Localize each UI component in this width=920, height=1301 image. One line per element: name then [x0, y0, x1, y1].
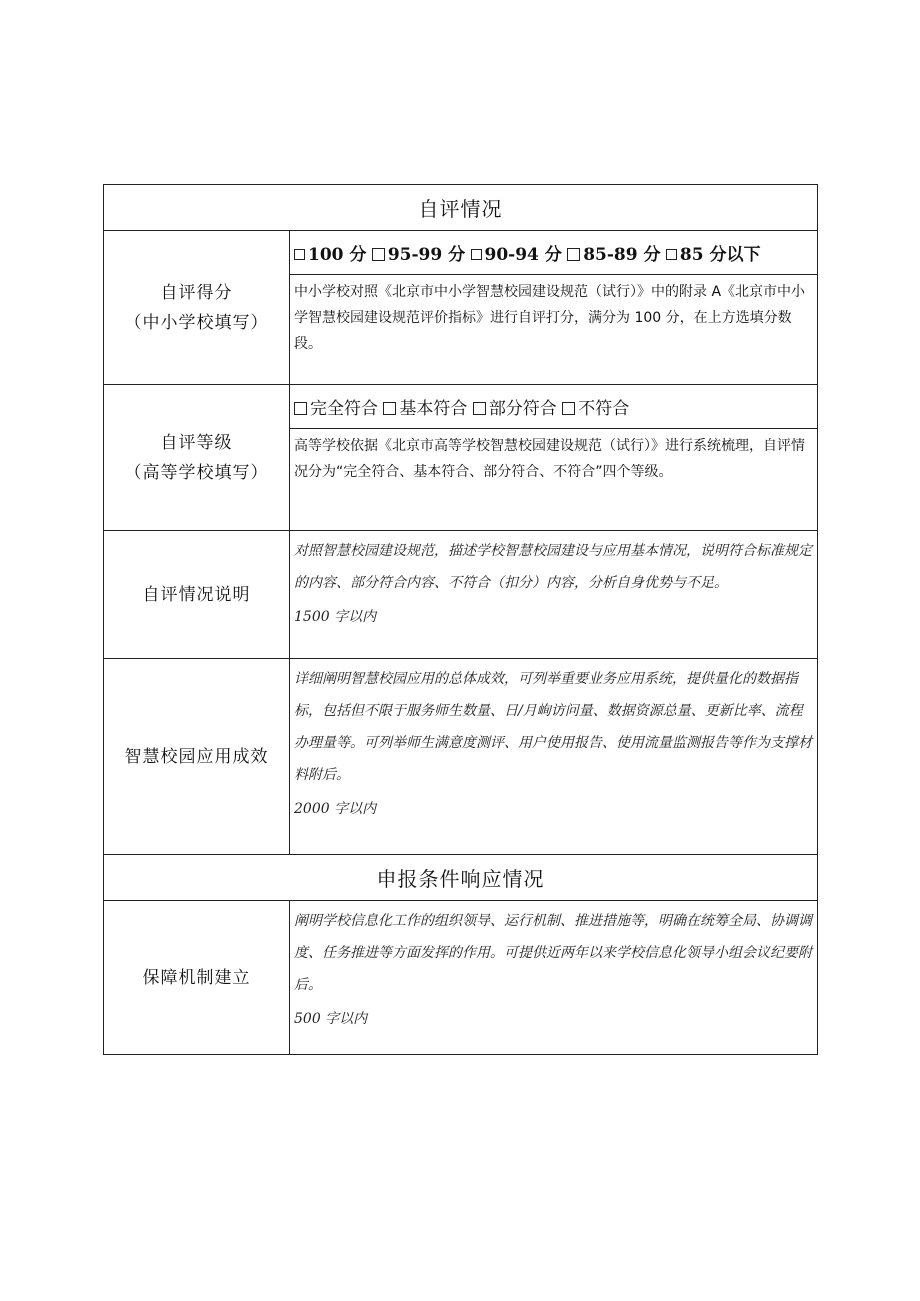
mechanism-guide: 阐明学校信息化工作的组织领导、运行机制、推进措施等，明确在统筹全局、协调调度、任务推进等方面发挥的作用。可提供近两年以来学校信息化领导小组会议纪要附后。 [294, 913, 812, 993]
score-label-note: （中小学校填写） [124, 312, 269, 333]
score-option-90-94[interactable]: 90-94 分 [471, 245, 562, 265]
checkbox-icon[interactable] [294, 249, 305, 260]
checkbox-icon[interactable] [471, 249, 482, 260]
score-option-85-89[interactable]: 85-89 分 [567, 245, 660, 265]
section-header-self-evaluation [104, 185, 818, 231]
mechanism-label: 保障机制建立 [104, 901, 290, 1055]
score-label-cell [104, 231, 290, 385]
explain-input-area[interactable] [290, 531, 818, 659]
checkbox-icon[interactable] [567, 248, 580, 261]
grade-option-none[interactable]: 不符合 [562, 399, 629, 419]
score-option-below-85[interactable]: 85 分以下 [666, 245, 761, 265]
grade-option-basic[interactable]: 基本符合 [383, 399, 467, 419]
score-option-100[interactable]: 100 分 [294, 245, 366, 265]
grade-options [290, 385, 818, 429]
checkbox-icon[interactable] [666, 249, 677, 260]
explain-guide: 对照智慧校园建设规范，描述学校智慧校园建设与应用基本情况，说明符合标准规定的内容、部分符合内容、不符合（扣分）内容，分析自身优势与不足。 [294, 543, 812, 591]
score-option-95-99[interactable]: 95-99 分 [372, 245, 465, 265]
score-label: 自评得分 [160, 282, 233, 303]
section-title: 申报条件响应情况 [376, 867, 545, 891]
section-header-conditions [104, 855, 818, 901]
checkbox-icon[interactable] [383, 402, 396, 415]
grade-label-cell [104, 385, 290, 531]
self-evaluation-form [103, 184, 818, 1055]
grade-label: 自评等级 [160, 432, 233, 453]
explain-limit: 1500 字以内 [294, 609, 377, 625]
mechanism-limit: 500 字以内 [294, 1011, 368, 1027]
results-limit: 2000 字以内 [294, 801, 377, 817]
explain-label: 自评情况说明 [104, 531, 290, 659]
checkbox-icon[interactable] [372, 248, 385, 261]
checkbox-icon[interactable] [473, 402, 486, 415]
grade-note: 高等学校依据《北京市高等学校智慧校园建设规范（试行）》进行系统梳理，自评情况分为“完全符合、基本符合、部分符合、不符合”四个等级。 [290, 429, 818, 531]
results-label: 智慧校园应用成效 [104, 659, 290, 855]
score-note: 中小学校对照《北京市中小学智慧校园建设规范（试行）》中的附录 A《北京市中小学智慧校园建设规范评价指标》进行自评打分，满分为 100 分，在上方选填分数段。 [290, 275, 818, 385]
results-guide: 详细阐明智慧校园应用的总体成效，可列举重要业务应用系统，提供量化的数据指标，包括但不限于服务师生数量、日/月峋访问量、数据资源总量、更新比率、流程办理量等。可列举师生满意度测评、用户使用报告、使用流量监测报告等作为支撑材料附后。 [294, 671, 812, 783]
grade-option-full[interactable]: 完全符合 [294, 399, 378, 419]
mechanism-input-area[interactable] [290, 901, 818, 1055]
checkbox-icon[interactable] [562, 402, 575, 415]
grade-option-partial[interactable]: 部分符合 [473, 399, 557, 419]
results-input-area[interactable] [290, 659, 818, 855]
score-options [290, 231, 818, 275]
checkbox-icon[interactable] [294, 402, 307, 415]
grade-label-note: （高等学校填写） [124, 462, 269, 483]
section-title: 自评情况 [418, 197, 503, 221]
